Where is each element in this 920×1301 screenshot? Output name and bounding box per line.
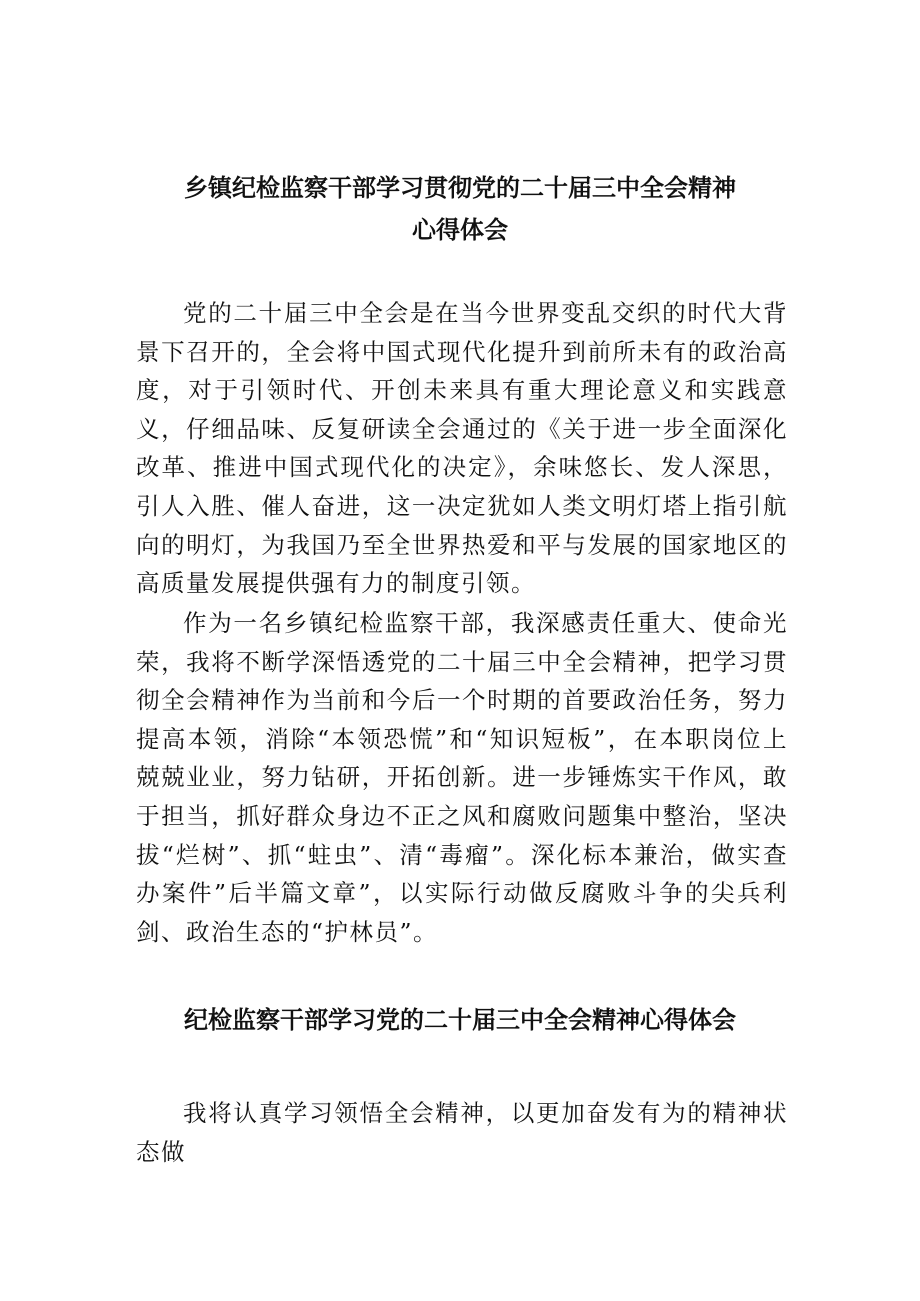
paragraph-2-text: 作为一名乡镇纪检监察干部，我深感责任重大、使命光荣，我将不断学深悟透党的二十届三中全会精神，把学习贯彻全会精神作为当前和今后一个时期的首要政治任务，努力提高本领，消除“本领恐慌”和“知识短板”，在本职岗位上兢兢业业，努力钻研，开拓创新。进一步锤炼实干作风，敢于担当，抓好群众身边不正之风和腐败问题集中整治，坚决拔“烂树”、抓“蛀虫”、清“毒瘤”。深化标本兼治，做实查办案件”后半篇文章”，以实际行动做反腐败斗争的尖兵利剑、政治生态的“护林员”。 xyxy=(136,609,788,946)
section-title: 纪检监察干部学习党的二十届三中全会精神心得体会 xyxy=(184,1006,736,1034)
paragraph-3-text: 我将认真学习领悟全会精神，以更加奋发有为的精神状态做 xyxy=(136,1099,788,1166)
document-title-line-1: 乡镇纪检监察干部学习贯彻党的二十届三中全会精神 xyxy=(184,174,736,202)
document-title-line-2: 心得体会 xyxy=(412,216,508,244)
paragraph-1-text: 党的二十届三中全会是在当今世界变乱交织的时代大背景下召开的，全会将中国式现代化提升到前所未有的政治高度，对于引领时代、开创未来具有重大理论意义和实践意义，仔细品味、反复研读全会通过的《关于进一步全面深化改革、推进中国式现代化的决定》，余味悠长、发人深思，引人入胜、催人奋进，这一决定犹如人类文明灯塔上指引航向的明灯，为我国乃至全世界热爱和平与发展的国家地区的高质量发展提供强有力的制度引领。 xyxy=(136,299,788,598)
paragraph-2 xyxy=(136,604,788,951)
paragraph-1 xyxy=(136,294,788,603)
paragraph-3 xyxy=(136,1094,788,1171)
